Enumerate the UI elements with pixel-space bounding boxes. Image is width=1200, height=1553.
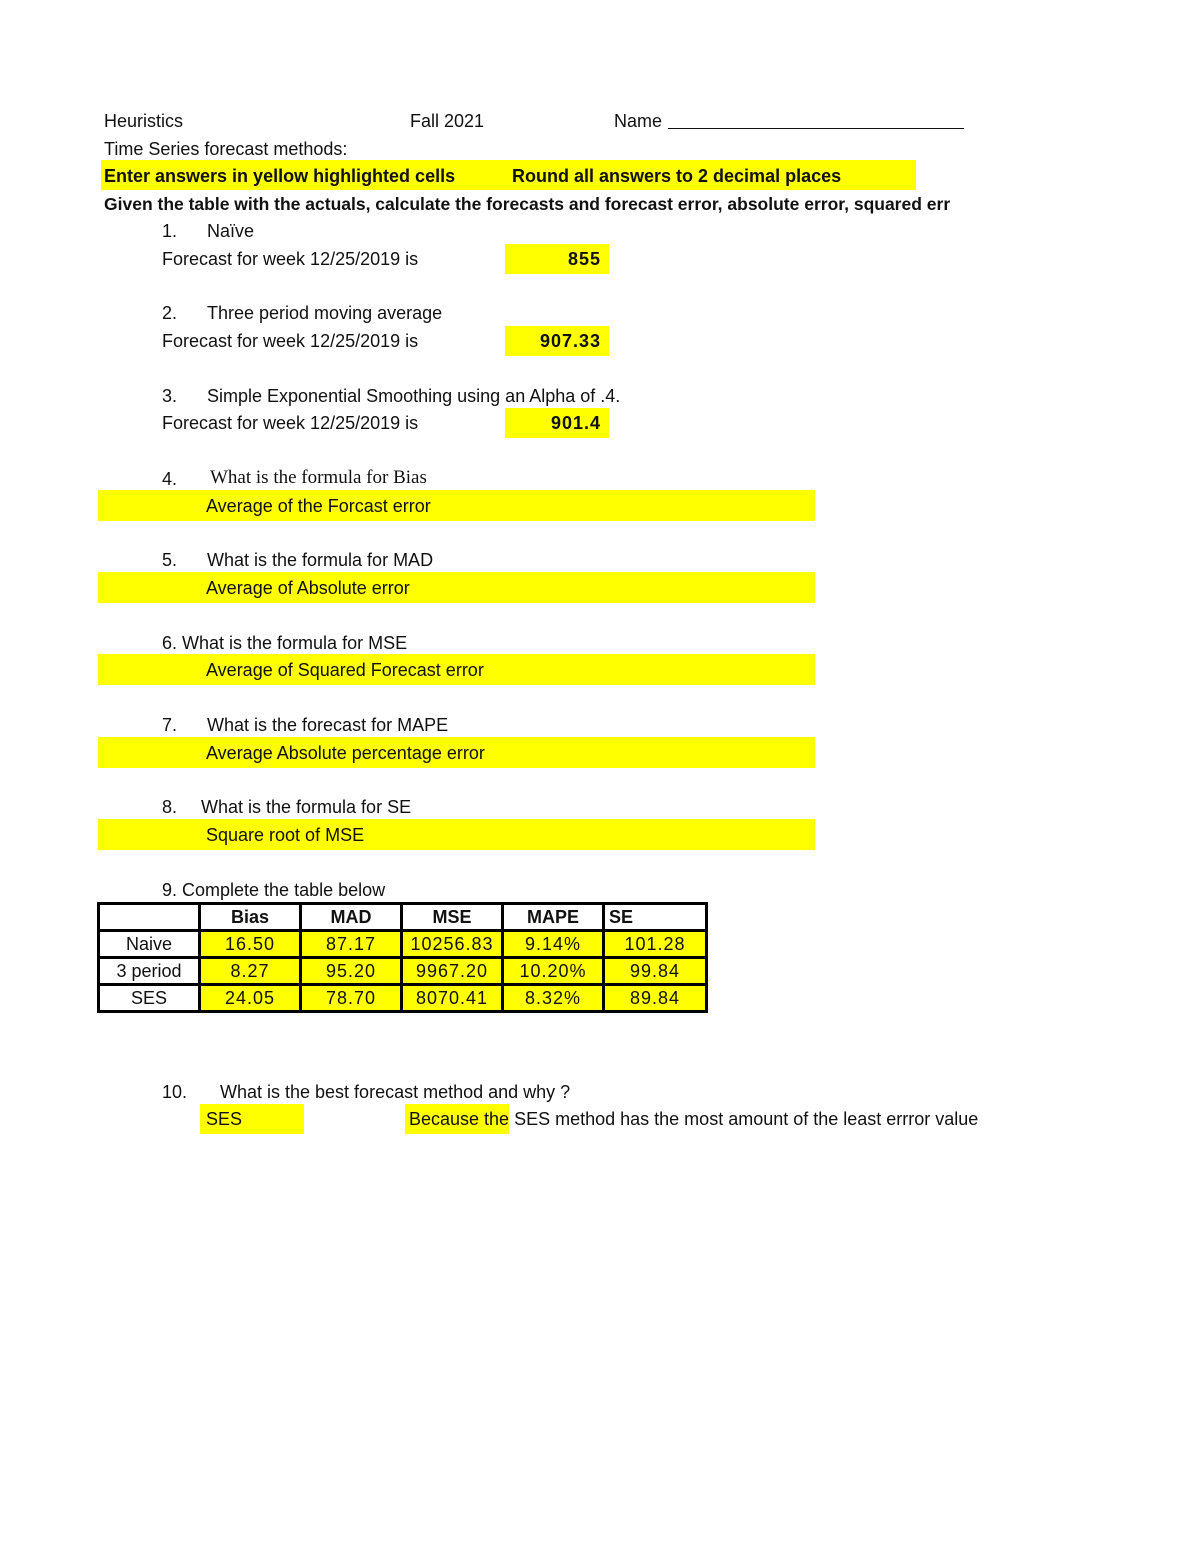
q1-number: 1. <box>162 221 178 241</box>
q7-title: What is the forecast for MAPE <box>207 715 449 735</box>
q3-label: Forecast for week 12/25/2019 is <box>162 413 419 433</box>
q3-title: Simple Exponential Smoothing using an Alpha of .4. <box>207 386 621 406</box>
q10-title: What is the best forecast method and why ? <box>220 1082 571 1102</box>
table-corner-cell <box>99 904 200 931</box>
cell-ses-mse[interactable]: 8070.41 <box>402 985 503 1012</box>
course-title: Heuristics <box>104 111 184 131</box>
q5-title: What is the formula for MAD <box>207 550 434 570</box>
table-row <box>99 958 707 985</box>
row-label-naive: Naive <box>99 931 200 958</box>
q6-title: 6. What is the formula for MSE <box>162 633 408 653</box>
given-text: Given the table with the actuals, calculate the forecasts and forecast error, absolute error, squared err <box>104 194 951 214</box>
table-header-row <box>99 904 707 931</box>
header-se: SE <box>604 904 707 931</box>
q10-method-answer: SES <box>206 1109 243 1129</box>
cell-3period-bias[interactable]: 8.27 <box>200 958 301 985</box>
q10-reason-rest: SES method has the most amount of the least errror value <box>509 1109 979 1129</box>
q8-number: 8. <box>162 797 178 817</box>
subtitle: Time Series forecast methods: <box>104 139 348 159</box>
cell-naive-mad[interactable]: 87.17 <box>301 931 402 958</box>
q8-answer: Square root of MSE <box>206 825 365 845</box>
q2-title: Three period moving average <box>207 303 443 323</box>
cell-ses-se[interactable]: 89.84 <box>604 985 707 1012</box>
table-row <box>99 931 707 958</box>
q4-answer: Average of the Forcast error <box>206 496 431 516</box>
row-label-3-period: 3 period <box>99 958 200 985</box>
q10-reason-answer <box>409 1108 978 1130</box>
q2-answer-cell[interactable]: 907.33 <box>505 326 609 356</box>
cell-naive-mse[interactable]: 10256.83 <box>402 931 503 958</box>
row-label-ses: SES <box>99 985 200 1012</box>
results-table <box>97 902 708 1013</box>
q5-answer: Average of Absolute error <box>206 578 410 598</box>
q2-number: 2. <box>162 303 178 323</box>
cell-ses-mape[interactable]: 8.32% <box>503 985 604 1012</box>
name-label: Name <box>614 111 663 131</box>
q1-label: Forecast for week 12/25/2019 is <box>162 249 419 269</box>
cell-3period-mad[interactable]: 95.20 <box>301 958 402 985</box>
q5-number: 5. <box>162 550 178 570</box>
q3-answer-cell[interactable]: 901.4 <box>505 408 609 438</box>
instructions-left: Enter answers in yellow highlighted cells <box>104 166 456 186</box>
q1-answer-cell[interactable]: 855 <box>505 244 609 274</box>
name-underline[interactable] <box>668 128 964 129</box>
header-mse: MSE <box>402 904 503 931</box>
instructions-right: Round all answers to 2 decimal places <box>512 166 842 186</box>
table-row <box>99 985 707 1012</box>
q7-number: 7. <box>162 715 178 735</box>
cell-ses-mad[interactable]: 78.70 <box>301 985 402 1012</box>
cell-naive-mape[interactable]: 9.14% <box>503 931 604 958</box>
q3-number: 3. <box>162 386 178 406</box>
header-bias: Bias <box>200 904 301 931</box>
cell-ses-bias[interactable]: 24.05 <box>200 985 301 1012</box>
q1-title: Naïve <box>207 221 255 241</box>
q2-label: Forecast for week 12/25/2019 is <box>162 331 419 351</box>
q10-number: 10. <box>162 1082 188 1102</box>
q8-title: What is the formula for SE <box>201 797 412 817</box>
cell-3period-mape[interactable]: 10.20% <box>503 958 604 985</box>
q6-answer: Average of Squared Forecast error <box>206 660 484 680</box>
q4-title: What is the formula for Bias <box>210 467 427 488</box>
q4-number: 4. <box>162 469 178 489</box>
q7-answer: Average Absolute percentage error <box>206 743 485 763</box>
cell-naive-bias[interactable]: 16.50 <box>200 931 301 958</box>
cell-3period-se[interactable]: 99.84 <box>604 958 707 985</box>
header-mape: MAPE <box>503 904 604 931</box>
cell-3period-mse[interactable]: 9967.20 <box>402 958 503 985</box>
cell-naive-se[interactable]: 101.28 <box>604 931 707 958</box>
q9-title: 9. Complete the table below <box>162 880 386 900</box>
term-label: Fall 2021 <box>410 111 485 131</box>
header-mad: MAD <box>301 904 402 931</box>
q10-reason-highlighted: Because the <box>409 1109 510 1129</box>
